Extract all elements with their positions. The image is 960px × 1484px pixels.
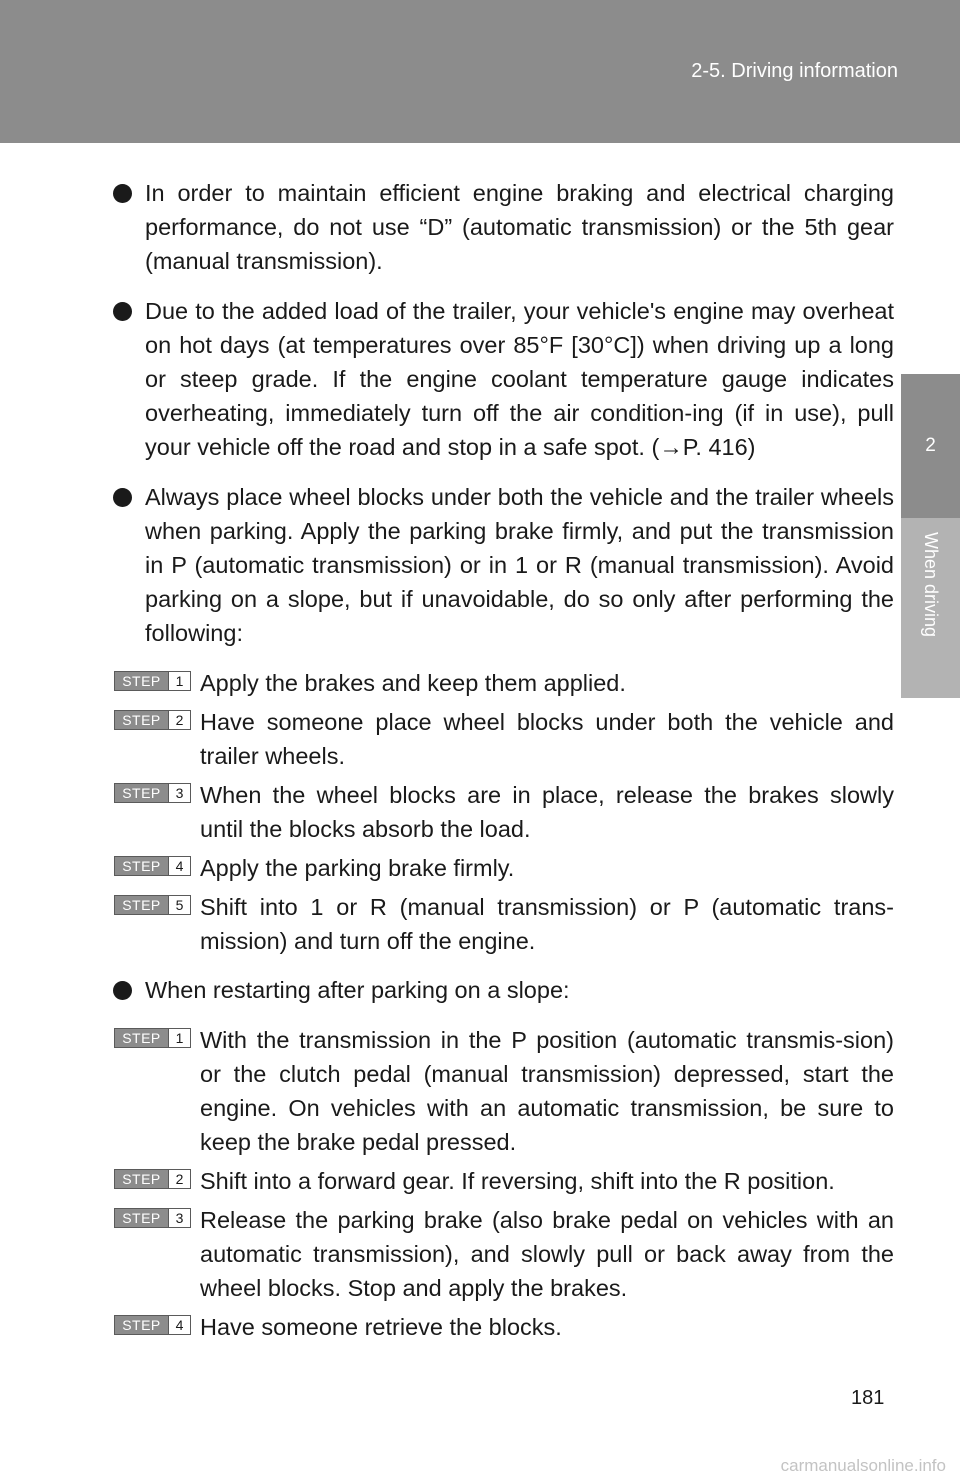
step-badge-number: 1 xyxy=(169,671,191,691)
section-title: 2-5. Driving information xyxy=(691,60,898,82)
step-badge-label: STEP xyxy=(114,710,169,730)
bullet-dot-icon xyxy=(113,981,132,1000)
step-badge-label: STEP xyxy=(114,1208,169,1228)
step-item xyxy=(114,1310,894,1344)
step-item xyxy=(114,1203,894,1305)
step-badge xyxy=(114,1208,191,1228)
step-badge-number: 1 xyxy=(169,1028,191,1048)
chapter-tab xyxy=(901,518,960,698)
step-badge-number: 4 xyxy=(169,1315,191,1335)
step-badge xyxy=(114,671,191,691)
step-badge xyxy=(114,1315,191,1335)
step-badge-number: 2 xyxy=(169,710,191,730)
bullet-item xyxy=(114,973,894,1007)
step-item xyxy=(114,1023,894,1159)
restart-steps-list xyxy=(114,1023,894,1344)
step-text: Shift into 1 or R (manual transmission) or P (automatic trans-mission) and turn off the engine. xyxy=(200,894,894,954)
bullet-item xyxy=(114,480,894,650)
step-item xyxy=(114,890,894,958)
step-item xyxy=(114,1164,894,1198)
bullet-dot-icon xyxy=(113,184,132,203)
chapter-tab-label: When driving xyxy=(921,532,941,638)
step-badge-label: STEP xyxy=(114,783,169,803)
step-item xyxy=(114,851,894,885)
step-badge xyxy=(114,856,191,876)
step-badge xyxy=(114,1028,191,1048)
step-badge-label: STEP xyxy=(114,895,169,915)
bullet-dot-icon xyxy=(113,302,132,321)
step-item xyxy=(114,705,894,773)
bullet-text: When restarting after parking on a slope: xyxy=(145,977,570,1003)
step-item xyxy=(114,778,894,846)
step-badge-label: STEP xyxy=(114,1028,169,1048)
step-text: Release the parking brake (also brake pedal on vehicles with an automatic transmission), and slowly pull or back away from the wheel blocks. Stop and apply the brakes. xyxy=(200,1207,894,1301)
step-badge-number: 3 xyxy=(169,783,191,803)
step-badge xyxy=(114,783,191,803)
step-item xyxy=(114,666,894,700)
bullet-text: Due to the added load of the trailer, your vehicle's engine may overheat on hot days (at temperatures over 85°F [30°C]) when driving up a long or steep grade. If the engine coolant temperature gauge indicates overheating, immediately turn off the air condition-ing (if in use), pull your vehicle off the road and stop in a safe spot. (→P. 416) xyxy=(145,298,894,460)
page-content xyxy=(114,176,894,1349)
chapter-tab-number: 2 xyxy=(901,374,960,518)
step-badge-number: 4 xyxy=(169,856,191,876)
bullet-text: In order to maintain efficient engine braking and electrical charging performance, do not use “D” (automatic transmission) or the 5th gear (manual transmission). xyxy=(145,180,894,274)
step-badge-label: STEP xyxy=(114,1315,169,1335)
step-text: With the transmission in the P position (automatic transmis-sion) or the clutch pedal (manual transmission) depressed, start the engine. On vehicles with an automatic transmission, be sure to keep the brake pedal pressed. xyxy=(200,1027,894,1155)
step-badge-number: 5 xyxy=(169,895,191,915)
step-badge-label: STEP xyxy=(114,856,169,876)
step-text: Shift into a forward gear. If reversing, shift into the R position. xyxy=(200,1168,835,1194)
step-badge-label: STEP xyxy=(114,1169,169,1189)
step-text: Apply the parking brake firmly. xyxy=(200,855,515,881)
bullet-item xyxy=(114,176,894,278)
bullet-dot-icon xyxy=(113,488,132,507)
step-text: Have someone place wheel blocks under both the vehicle and trailer wheels. xyxy=(200,709,894,769)
step-badge-label: STEP xyxy=(114,671,169,691)
step-badge-number: 2 xyxy=(169,1169,191,1189)
step-badge xyxy=(114,710,191,730)
step-badge xyxy=(114,1169,191,1189)
step-badge xyxy=(114,895,191,915)
bullet-item xyxy=(114,294,894,464)
parking-steps-list xyxy=(114,666,894,958)
page-header xyxy=(0,0,960,143)
watermark: carmanualsonline.info xyxy=(780,1456,946,1475)
step-text: Have someone retrieve the blocks. xyxy=(200,1314,562,1340)
page-number: 181 xyxy=(851,1387,885,1409)
bullet-text: Always place wheel blocks under both the vehicle and the trailer wheels when parking. Apply the parking brake firmly, and put the transmission in P (automatic transmission) or in 1 or R (manual transmission). Avoid parking on a slope, but if unavoidable, do so only after performing the following: xyxy=(145,484,894,646)
step-badge-number: 3 xyxy=(169,1208,191,1228)
step-text: Apply the brakes and keep them applied. xyxy=(200,670,626,696)
step-text: When the wheel blocks are in place, release the brakes slowly until the blocks absorb the load. xyxy=(200,782,894,842)
